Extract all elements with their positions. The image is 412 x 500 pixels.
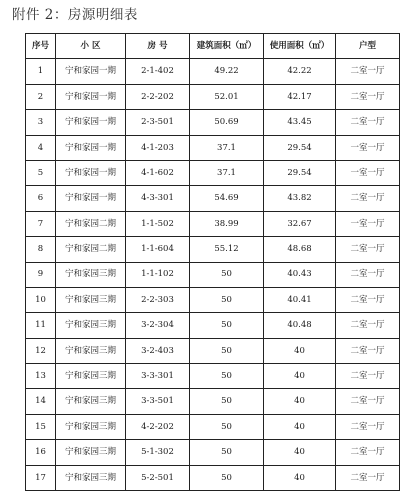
cell-layout: 一室一厅 xyxy=(336,211,400,236)
cell-building-area: 50 xyxy=(190,338,264,363)
table-row xyxy=(26,186,400,211)
cell-serial: 15 xyxy=(26,414,56,439)
table-row xyxy=(26,364,400,389)
cell-usable-area: 43.82 xyxy=(264,186,336,211)
header-community: 小 区 xyxy=(56,34,126,59)
housing-detail-table xyxy=(25,33,400,491)
table-header-row xyxy=(26,34,400,59)
cell-usable-area: 29.54 xyxy=(264,160,336,185)
table-row xyxy=(26,313,400,338)
cell-usable-area: 40 xyxy=(264,338,336,363)
cell-room-number: 4-2-202 xyxy=(126,414,190,439)
cell-community: 宁和家园一期 xyxy=(56,160,126,185)
cell-usable-area: 42.22 xyxy=(264,59,336,84)
cell-layout: 二室一厅 xyxy=(336,110,400,135)
cell-layout: 二室一厅 xyxy=(336,84,400,109)
cell-serial: 14 xyxy=(26,389,56,414)
cell-community: 宁和家园一期 xyxy=(56,186,126,211)
cell-layout: 二室一厅 xyxy=(336,287,400,312)
cell-community: 宁和家园一期 xyxy=(56,84,126,109)
table-row xyxy=(26,160,400,185)
cell-usable-area: 43.45 xyxy=(264,110,336,135)
cell-community: 宁和家园一期 xyxy=(56,59,126,84)
cell-building-area: 50 xyxy=(190,287,264,312)
cell-room-number: 4-1-602 xyxy=(126,160,190,185)
cell-usable-area: 40 xyxy=(264,414,336,439)
cell-serial: 1 xyxy=(26,59,56,84)
cell-layout: 二室一厅 xyxy=(336,59,400,84)
table-row xyxy=(26,59,400,84)
cell-layout: 二室一厅 xyxy=(336,237,400,262)
table-row xyxy=(26,287,400,312)
cell-usable-area: 40 xyxy=(264,389,336,414)
cell-layout: 二室一厅 xyxy=(336,389,400,414)
cell-usable-area: 42.17 xyxy=(264,84,336,109)
cell-usable-area: 40.41 xyxy=(264,287,336,312)
table-row xyxy=(26,389,400,414)
cell-room-number: 2-3-501 xyxy=(126,110,190,135)
cell-building-area: 52.01 xyxy=(190,84,264,109)
cell-building-area: 54.69 xyxy=(190,186,264,211)
cell-community: 宁和家园三期 xyxy=(56,465,126,490)
cell-building-area: 50 xyxy=(190,313,264,338)
cell-serial: 7 xyxy=(26,211,56,236)
cell-building-area: 50.69 xyxy=(190,110,264,135)
cell-community: 宁和家园三期 xyxy=(56,414,126,439)
cell-layout: 二室一厅 xyxy=(336,313,400,338)
header-usable-area: 使用面积（㎡） xyxy=(264,34,336,59)
cell-building-area: 50 xyxy=(190,364,264,389)
cell-serial: 13 xyxy=(26,364,56,389)
header-layout: 户型 xyxy=(336,34,400,59)
cell-layout: 一室一厅 xyxy=(336,160,400,185)
cell-room-number: 1-1-502 xyxy=(126,211,190,236)
header-building-area: 建筑面积（㎡） xyxy=(190,34,264,59)
cell-room-number: 3-2-403 xyxy=(126,338,190,363)
cell-serial: 6 xyxy=(26,186,56,211)
cell-usable-area: 40 xyxy=(264,465,336,490)
table-row xyxy=(26,338,400,363)
cell-usable-area: 48.68 xyxy=(264,237,336,262)
cell-community: 宁和家园一期 xyxy=(56,110,126,135)
cell-usable-area: 32.67 xyxy=(264,211,336,236)
cell-community: 宁和家园二期 xyxy=(56,211,126,236)
cell-room-number: 3-3-501 xyxy=(126,389,190,414)
cell-serial: 12 xyxy=(26,338,56,363)
cell-layout: 二室一厅 xyxy=(336,414,400,439)
table-row xyxy=(26,414,400,439)
cell-serial: 8 xyxy=(26,237,56,262)
cell-building-area: 50 xyxy=(190,262,264,287)
cell-room-number: 2-2-202 xyxy=(126,84,190,109)
cell-building-area: 50 xyxy=(190,414,264,439)
cell-usable-area: 40.43 xyxy=(264,262,336,287)
cell-building-area: 49.22 xyxy=(190,59,264,84)
cell-usable-area: 29.54 xyxy=(264,135,336,160)
cell-room-number: 5-2-501 xyxy=(126,465,190,490)
table-row xyxy=(26,110,400,135)
cell-layout: 二室一厅 xyxy=(336,262,400,287)
cell-building-area: 37.1 xyxy=(190,160,264,185)
cell-community: 宁和家园二期 xyxy=(56,237,126,262)
cell-community: 宁和家园三期 xyxy=(56,440,126,465)
cell-community: 宁和家园三期 xyxy=(56,389,126,414)
table-row xyxy=(26,440,400,465)
cell-usable-area: 40 xyxy=(264,364,336,389)
cell-room-number: 5-1-302 xyxy=(126,440,190,465)
cell-room-number: 1-1-604 xyxy=(126,237,190,262)
cell-layout: 二室一厅 xyxy=(336,338,400,363)
cell-room-number: 3-2-304 xyxy=(126,313,190,338)
cell-serial: 10 xyxy=(26,287,56,312)
cell-community: 宁和家园三期 xyxy=(56,313,126,338)
cell-serial: 11 xyxy=(26,313,56,338)
header-serial: 序号 xyxy=(26,34,56,59)
table-row xyxy=(26,84,400,109)
cell-serial: 5 xyxy=(26,160,56,185)
cell-layout: 二室一厅 xyxy=(336,465,400,490)
cell-building-area: 50 xyxy=(190,465,264,490)
cell-usable-area: 40 xyxy=(264,440,336,465)
cell-community: 宁和家园三期 xyxy=(56,262,126,287)
cell-serial: 2 xyxy=(26,84,56,109)
table-row xyxy=(26,465,400,490)
cell-serial: 4 xyxy=(26,135,56,160)
table-row xyxy=(26,262,400,287)
cell-serial: 9 xyxy=(26,262,56,287)
cell-building-area: 50 xyxy=(190,440,264,465)
cell-serial: 3 xyxy=(26,110,56,135)
cell-room-number: 1-1-102 xyxy=(126,262,190,287)
table-row xyxy=(26,237,400,262)
cell-building-area: 55.12 xyxy=(190,237,264,262)
cell-layout: 二室一厅 xyxy=(336,364,400,389)
table-row xyxy=(26,211,400,236)
table-row xyxy=(26,135,400,160)
cell-community: 宁和家园三期 xyxy=(56,287,126,312)
cell-usable-area: 40.48 xyxy=(264,313,336,338)
cell-community: 宁和家园一期 xyxy=(56,135,126,160)
header-room-number: 房 号 xyxy=(126,34,190,59)
cell-room-number: 4-1-203 xyxy=(126,135,190,160)
cell-building-area: 50 xyxy=(190,389,264,414)
cell-community: 宁和家园三期 xyxy=(56,364,126,389)
cell-building-area: 37.1 xyxy=(190,135,264,160)
cell-serial: 17 xyxy=(26,465,56,490)
cell-room-number: 4-3-301 xyxy=(126,186,190,211)
cell-layout: 二室一厅 xyxy=(336,186,400,211)
cell-room-number: 2-2-303 xyxy=(126,287,190,312)
cell-serial: 16 xyxy=(26,440,56,465)
table-body xyxy=(26,59,400,491)
cell-room-number: 2-1-402 xyxy=(126,59,190,84)
cell-layout: 二室一厅 xyxy=(336,440,400,465)
page-title: 附件 2：房源明细表 xyxy=(12,7,138,23)
cell-layout: 一室一厅 xyxy=(336,135,400,160)
cell-community: 宁和家园三期 xyxy=(56,338,126,363)
cell-room-number: 3-3-301 xyxy=(126,364,190,389)
cell-building-area: 38.99 xyxy=(190,211,264,236)
